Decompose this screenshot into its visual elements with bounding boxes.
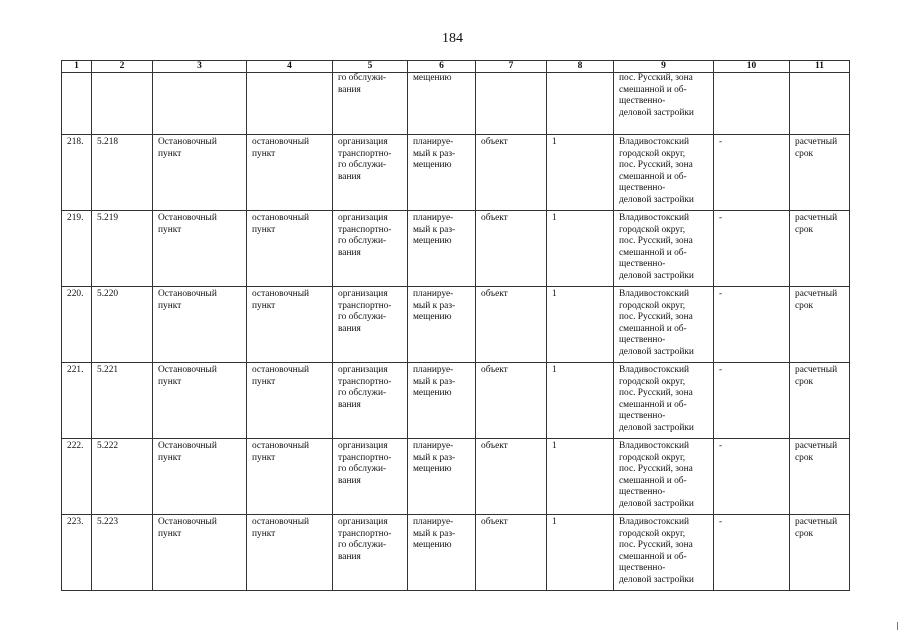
cell-line: мый к раз- — [413, 300, 456, 311]
cell-line: деловой застройки — [619, 498, 694, 509]
column-header-7: 7 — [476, 61, 547, 73]
cell-line: остановочный — [252, 365, 310, 375]
table-row — [62, 515, 850, 591]
edge-mark — [897, 622, 898, 630]
cell-line: мещению — [413, 464, 452, 474]
cell-term — [790, 439, 850, 515]
cell-line: остановочный — [252, 137, 310, 147]
cell-unit: объект — [476, 135, 547, 211]
cell-line: смешанной и об- — [619, 171, 687, 182]
table-row — [62, 363, 850, 439]
cell-line: деловой застройки — [619, 194, 694, 205]
cell-term — [790, 287, 850, 363]
cell-name — [153, 211, 247, 287]
table-row — [62, 287, 850, 363]
cell-status — [408, 363, 476, 439]
cell-line: транспортно- — [338, 224, 392, 235]
cell-kind — [247, 287, 333, 363]
cell-line: смешанной и об- — [619, 247, 687, 258]
cell-qty: 1 — [547, 135, 614, 211]
cell-line: щественно- — [619, 96, 666, 106]
cell-line: го обслужи- — [338, 236, 387, 246]
cell-unit: объект — [476, 211, 547, 287]
cell-line: транспортно- — [338, 300, 392, 311]
cell-line: мый к раз- — [413, 224, 456, 235]
cell-purpose — [333, 515, 408, 591]
cell-line: пос. Русский, зона — [619, 160, 693, 170]
cell-line: пункт — [252, 528, 276, 539]
column-header-9: 9 — [614, 61, 714, 73]
cell-line: Владивостокский — [619, 365, 690, 375]
cell-purpose — [333, 135, 408, 211]
cell-line: транспортно- — [338, 148, 392, 159]
cell-line: деловой застройки — [619, 346, 694, 357]
cell-line: смешанной и об- — [619, 323, 687, 334]
cell-unit: объект — [476, 515, 547, 591]
cell-line: мещению — [413, 388, 452, 398]
cell-location — [614, 363, 714, 439]
cell-line: щественно- — [619, 563, 666, 573]
cell-line: мый к раз- — [413, 528, 456, 539]
cell-zone: - — [714, 287, 790, 363]
cell-line: пункт — [158, 528, 182, 539]
cell-location — [614, 515, 714, 591]
planning-objects-table — [61, 60, 850, 591]
cell-zone: - — [714, 211, 790, 287]
cell-line: пос. Русский, зона — [619, 236, 693, 246]
cell-line: щественно- — [619, 335, 666, 345]
cell-line: Остановочный — [158, 137, 217, 147]
cell-line: мещению — [413, 160, 452, 170]
cell-line: пункт — [158, 376, 182, 387]
cell-line: планируе- — [413, 517, 454, 527]
cell-no: 220. — [62, 287, 92, 363]
cell-line: Владивостокский — [619, 137, 690, 147]
cell-line: расчетный — [795, 517, 838, 527]
cell-line: городской округ, — [619, 528, 686, 539]
cell-purpose — [333, 211, 408, 287]
cell-line: щественно- — [619, 183, 666, 193]
cell-term — [790, 135, 850, 211]
cell-code — [92, 73, 153, 135]
cell-line: пункт — [158, 452, 182, 463]
cell-line: планируе- — [413, 441, 454, 451]
cell-line: пос. Русский, зона — [619, 73, 693, 83]
cell-no: 221. — [62, 363, 92, 439]
cell-line: срок — [795, 376, 814, 387]
cell-line: Остановочный — [158, 441, 217, 451]
cell-line: срок — [795, 300, 814, 311]
cell-zone: - — [714, 135, 790, 211]
column-header-4: 4 — [247, 61, 333, 73]
cell-line: пос. Русский, зона — [619, 312, 693, 322]
cell-line: пункт — [252, 376, 276, 387]
cell-line: пос. Русский, зона — [619, 388, 693, 398]
cell-line: срок — [795, 528, 814, 539]
cell-line: транспортно- — [338, 452, 392, 463]
cell-code: 5.221 — [92, 363, 153, 439]
cell-purpose — [333, 363, 408, 439]
cell-line: мещению — [413, 236, 452, 246]
cell-purpose — [333, 73, 408, 135]
cell-location — [614, 287, 714, 363]
cell-line: организация — [338, 137, 388, 147]
column-header-6: 6 — [408, 61, 476, 73]
cell-name — [153, 515, 247, 591]
cell-line: смешанной и об- — [619, 475, 687, 486]
cell-line: остановочный — [252, 517, 310, 527]
cell-status — [408, 73, 476, 135]
cell-line: пункт — [252, 452, 276, 463]
cell-line: пункт — [158, 300, 182, 311]
cell-line: планируе- — [413, 289, 454, 299]
cell-zone: - — [714, 363, 790, 439]
cell-line: расчетный — [795, 137, 838, 147]
cell-line: планируе- — [413, 213, 454, 223]
cell-unit — [476, 73, 547, 135]
cell-name — [153, 73, 247, 135]
cell-qty: 1 — [547, 439, 614, 515]
cell-line: расчетный — [795, 441, 838, 451]
cell-line: мещению — [413, 312, 452, 322]
cell-line: вания — [338, 84, 361, 95]
cell-term — [790, 515, 850, 591]
cell-qty: 1 — [547, 211, 614, 287]
cell-line: остановочный — [252, 289, 310, 299]
column-header-1: 1 — [62, 61, 92, 73]
cell-line: пос. Русский, зона — [619, 540, 693, 550]
column-header-10: 10 — [714, 61, 790, 73]
cell-status — [408, 211, 476, 287]
cell-status — [408, 135, 476, 211]
cell-line: го обслужи- — [338, 73, 387, 83]
column-header-8: 8 — [547, 61, 614, 73]
cell-code: 5.219 — [92, 211, 153, 287]
cell-code: 5.218 — [92, 135, 153, 211]
cell-line: Владивостокский — [619, 517, 690, 527]
cell-line: городской округ, — [619, 148, 686, 159]
column-header-3: 3 — [153, 61, 247, 73]
cell-line: Владивостокский — [619, 213, 690, 223]
cell-no: 222. — [62, 439, 92, 515]
cell-zone: - — [714, 439, 790, 515]
cell-line: го обслужи- — [338, 312, 387, 322]
cell-code: 5.222 — [92, 439, 153, 515]
cell-line: смешанной и об- — [619, 399, 687, 410]
cell-line: Владивостокский — [619, 289, 690, 299]
cell-location — [614, 211, 714, 287]
cell-line: мый к раз- — [413, 148, 456, 159]
cell-line: мый к раз- — [413, 376, 456, 387]
cell-line: городской округ, — [619, 452, 686, 463]
cell-line: расчетный — [795, 213, 838, 223]
cell-kind — [247, 363, 333, 439]
cell-line: вания — [338, 171, 361, 182]
cell-line: Остановочный — [158, 289, 217, 299]
cell-line: вания — [338, 475, 361, 486]
cell-kind — [247, 73, 333, 135]
cell-line: щественно- — [619, 259, 666, 269]
cell-line: вания — [338, 399, 361, 410]
cell-line: остановочный — [252, 213, 310, 223]
cell-line: пункт — [252, 224, 276, 235]
cell-line: деловой застройки — [619, 270, 694, 281]
cell-line: мещению — [413, 540, 452, 550]
cell-line: Владивостокский — [619, 441, 690, 451]
cell-line: пункт — [252, 148, 276, 159]
table-row — [62, 439, 850, 515]
cell-term — [790, 363, 850, 439]
cell-purpose — [333, 287, 408, 363]
cell-line: срок — [795, 224, 814, 235]
cell-line: организация — [338, 441, 388, 451]
cell-line: транспортно- — [338, 376, 392, 387]
cell-line: вания — [338, 247, 361, 258]
cell-line: пункт — [252, 300, 276, 311]
cell-line: мещению — [413, 73, 452, 83]
cell-line: городской округ, — [619, 300, 686, 311]
cell-term — [790, 73, 850, 135]
cell-line: го обслужи- — [338, 160, 387, 170]
cell-unit: объект — [476, 439, 547, 515]
cell-kind — [247, 439, 333, 515]
cell-kind — [247, 515, 333, 591]
cell-name — [153, 439, 247, 515]
cell-term — [790, 211, 850, 287]
cell-line: планируе- — [413, 137, 454, 147]
cell-location — [614, 135, 714, 211]
cell-location — [614, 439, 714, 515]
cell-code: 5.220 — [92, 287, 153, 363]
header-row — [62, 61, 850, 73]
cell-line: деловой застройки — [619, 422, 694, 433]
cell-line: организация — [338, 289, 388, 299]
cell-line: смешанной и об- — [619, 84, 687, 95]
column-header-5: 5 — [333, 61, 408, 73]
cell-line: го обслужи- — [338, 464, 387, 474]
table-row — [62, 135, 850, 211]
cell-line: пос. Русский, зона — [619, 464, 693, 474]
cell-line: срок — [795, 452, 814, 463]
cell-line: планируе- — [413, 365, 454, 375]
cell-line: Остановочный — [158, 517, 217, 527]
cell-name — [153, 135, 247, 211]
cell-line: расчетный — [795, 289, 838, 299]
cell-zone: - — [714, 515, 790, 591]
cell-name — [153, 363, 247, 439]
cell-unit: объект — [476, 287, 547, 363]
cell-status — [408, 515, 476, 591]
cell-location — [614, 73, 714, 135]
continuation-row — [62, 73, 850, 135]
cell-no: 223. — [62, 515, 92, 591]
cell-zone — [714, 73, 790, 135]
page-number: 184 — [442, 31, 463, 46]
cell-no — [62, 73, 92, 135]
cell-status — [408, 287, 476, 363]
cell-qty: 1 — [547, 515, 614, 591]
cell-line: щественно- — [619, 487, 666, 497]
cell-line: остановочный — [252, 441, 310, 451]
cell-no: 218. — [62, 135, 92, 211]
cell-no: 219. — [62, 211, 92, 287]
column-header-11: 11 — [790, 61, 850, 73]
cell-line: пункт — [158, 224, 182, 235]
cell-status — [408, 439, 476, 515]
cell-kind — [247, 135, 333, 211]
cell-line: организация — [338, 517, 388, 527]
cell-line: организация — [338, 365, 388, 375]
cell-line: смешанной и об- — [619, 551, 687, 562]
cell-line: мый к раз- — [413, 452, 456, 463]
cell-line: щественно- — [619, 411, 666, 421]
cell-line: пункт — [158, 148, 182, 159]
cell-line: деловой застройки — [619, 107, 694, 118]
cell-unit: объект — [476, 363, 547, 439]
cell-line: срок — [795, 148, 814, 159]
cell-line: транспортно- — [338, 528, 392, 539]
cell-line: вания — [338, 551, 361, 562]
column-header-2: 2 — [92, 61, 153, 73]
cell-line: деловой застройки — [619, 574, 694, 585]
cell-line: городской округ, — [619, 376, 686, 387]
cell-line: го обслужи- — [338, 540, 387, 550]
cell-qty: 1 — [547, 363, 614, 439]
cell-line: вания — [338, 323, 361, 334]
cell-qty: 1 — [547, 287, 614, 363]
cell-qty — [547, 73, 614, 135]
cell-code: 5.223 — [92, 515, 153, 591]
cell-line: Остановочный — [158, 213, 217, 223]
cell-line: расчетный — [795, 365, 838, 375]
cell-line: организация — [338, 213, 388, 223]
table-row — [62, 211, 850, 287]
cell-purpose — [333, 439, 408, 515]
cell-line: городской округ, — [619, 224, 686, 235]
cell-kind — [247, 211, 333, 287]
cell-line: го обслужи- — [338, 388, 387, 398]
cell-line: Остановочный — [158, 365, 217, 375]
cell-name — [153, 287, 247, 363]
